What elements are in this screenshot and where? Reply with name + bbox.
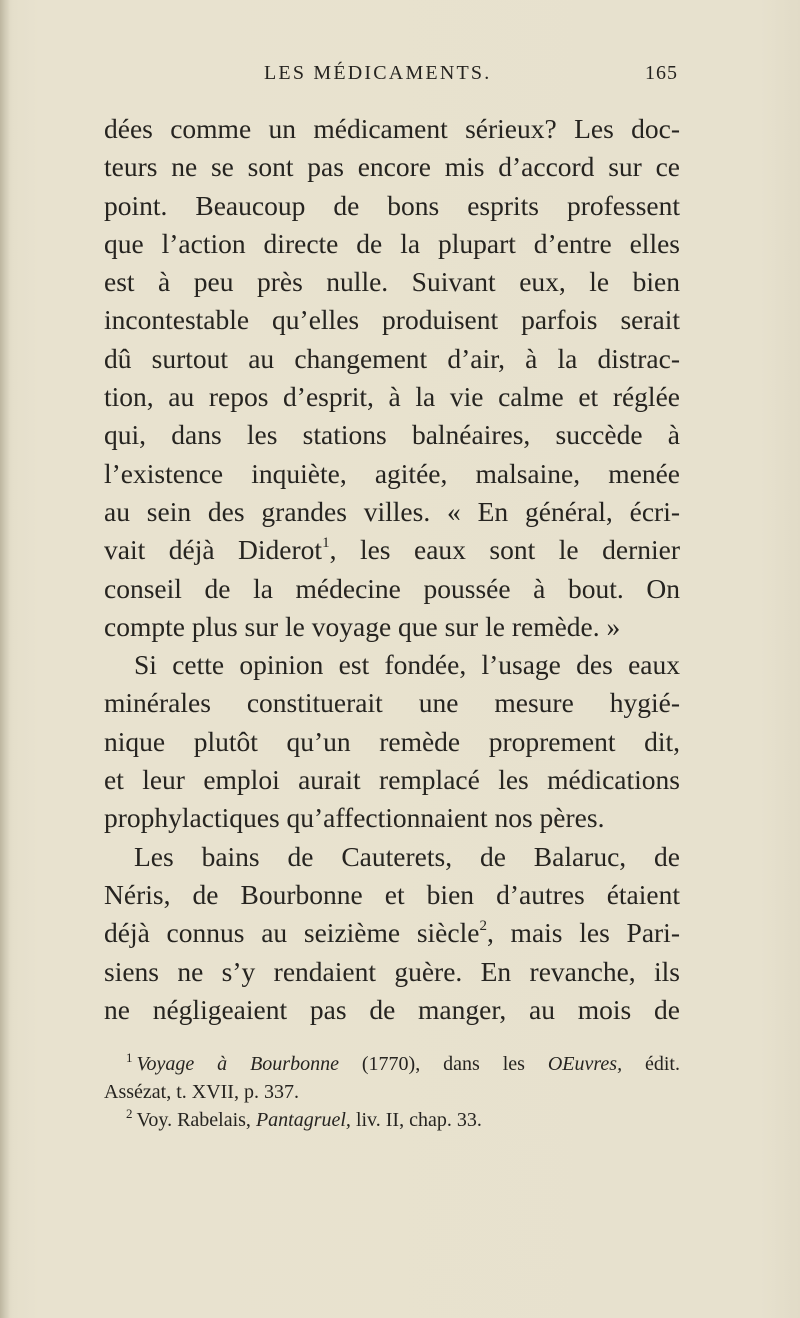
text-line: l’existence inquiète, agitée, malsaine, menée [104, 457, 680, 489]
text-segment: vait déjà Diderot [104, 534, 323, 566]
text-segment: déjà connus au seizième siècle [104, 917, 480, 949]
text-line: minérales constituerait une mesure hygié- [104, 687, 680, 719]
footnote-text: liv. II, chap. 33. [350, 1109, 482, 1131]
text-line: qui, dans les stations balnéaires, succède à [104, 419, 680, 451]
text-line: dées comme un médicament sérieux? Les doc- [104, 113, 680, 144]
page-number: 165 [645, 62, 678, 84]
text-line: conseil de la médecine poussée à bout. On [104, 572, 680, 604]
text-segment: , les eaux sont le dernier [329, 534, 680, 566]
footnote-text: (1770), dans les [338, 1053, 548, 1075]
text-segment: , mais les Pari- [486, 917, 680, 949]
text-line: compte plus sur le voyage que sur le remède. » [104, 610, 621, 642]
text-line: dû surtout au changement d’air, à la distrac- [104, 342, 680, 374]
footnotes [104, 1050, 680, 1134]
text-line: teurs ne se sont pas encore mis d’accord sur ce [104, 151, 680, 183]
footnote-reference-1: 1 [322, 535, 330, 552]
text-line: Néris, de Bourbonne et bien d’autres étaient [104, 878, 680, 910]
running-head [104, 62, 680, 92]
text-line: est à peu près nulle. Suivant eux, le bien [104, 266, 680, 298]
running-title: LES MÉDICAMENTS. [264, 62, 492, 84]
text-line: siens ne s’y rendaient guère. En revanche, ils [104, 955, 680, 987]
footnote-1-continued: Assézat, t. XVII, p. 337. [104, 1081, 299, 1103]
text-line: point. Beaucoup de bons esprits professent [104, 189, 680, 221]
footnote-mark: 1 [126, 1050, 133, 1065]
text-line: prophylactiques qu’affectionnaient nos pères. [104, 802, 605, 834]
footnote-2 [104, 1106, 680, 1134]
text-line: incontestable qu’elles produisent parfois serait [104, 304, 680, 336]
footnote-text: édit. [622, 1053, 680, 1075]
footnote-title: Voyage à Bourbonne [136, 1053, 339, 1075]
text-line: nique plutôt qu’un remède proprement dit, [104, 725, 680, 757]
paragraph-start: Les bains de Cauterets, de Balaruc, de [134, 840, 680, 872]
text-line: au sein des grandes villes. « En général, écri- [104, 495, 680, 527]
binding-shadow [0, 0, 10, 1318]
footnote-reference-2: 2 [479, 918, 487, 935]
text-line-with-note-1 [104, 531, 680, 569]
text-line: tion, au repos d’esprit, à la vie calme et réglée [104, 381, 680, 413]
footnote-work: OEuvres, [547, 1053, 623, 1075]
text-line-with-note-2 [104, 914, 680, 952]
text-line: que l’action directe de la plupart d’entre elles [104, 227, 680, 259]
body-text [104, 110, 680, 1029]
text-line: et leur emploi aurait remplacé les médications [104, 764, 680, 796]
paragraph-start: Si cette opinion est fondée, l’usage des eaux [134, 649, 680, 681]
footnote-work: Pantagruel, [255, 1109, 351, 1131]
footnote-1 [104, 1050, 680, 1078]
text-line: ne négligeaient pas de manger, au mois de [104, 993, 680, 1025]
footnote-mark: 2 [126, 1106, 133, 1121]
footnote-text: Voy. Rabelais, [136, 1109, 256, 1131]
